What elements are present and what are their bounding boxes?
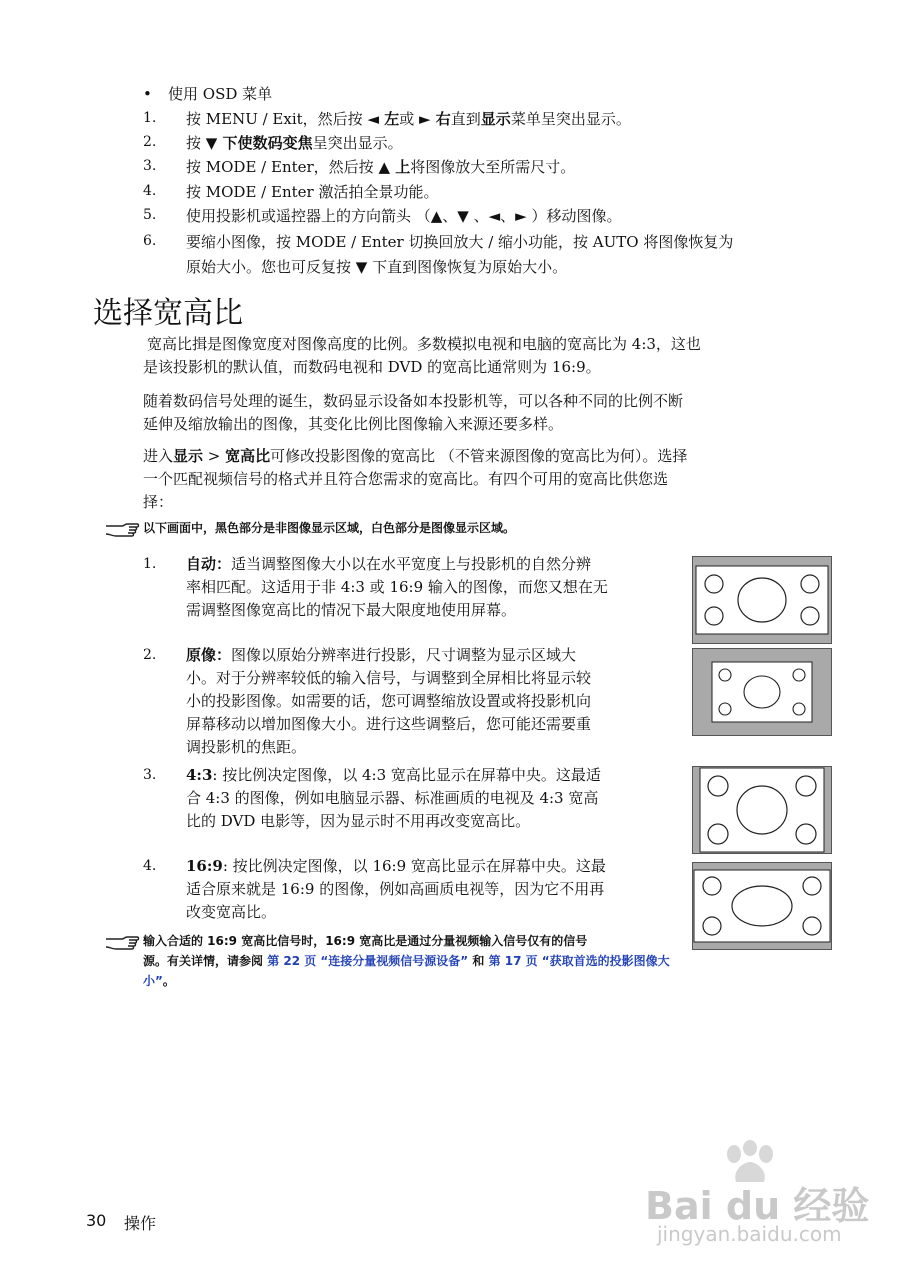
mode-number: 2. <box>143 647 157 663</box>
mode-number: 1. <box>143 556 157 572</box>
real-aspect-diagram <box>692 648 832 736</box>
link-page-17-cont[interactable]: 小” <box>143 974 163 988</box>
paragraph-3-line1: 进入显示 > 宽高比可修改投影图像的宽高比 （不管来源图像的宽高比为何）。选择 <box>143 447 688 465</box>
osd-title: 使用 OSD 菜单 <box>168 85 273 103</box>
watermark-brand: Bai du 经验 <box>645 1184 870 1228</box>
osd-step-3: 按 MODE / Enter，然后按 ▲ 上将图像放大至所需尺寸。 <box>186 158 576 176</box>
osd-step-6-line1: 要缩小图像，按 MODE / Enter 切换回放大 / 缩小功能，按 AUTO 将图像恢复为 <box>186 233 734 251</box>
step-number: 1. <box>143 110 157 126</box>
mode-real: 原像：图像以原始分辨率进行投影，尺寸调整为显示区域大 小。对于分辨率较低的输入信号，与调整到全屏相比将显示较 小的投影图像。如需要的话，您可调整缩放设置或将投影机向 屏幕移动以增加图像大小。进行这些调整后，您可能还需要重 调投影机的焦距。 <box>186 646 592 756</box>
paragraph-1-line1: 宽高比揖是图像宽度对图像高度的比例。多数模拟电视和电脑的宽高比为 4:3，这也 <box>147 335 701 353</box>
link-page-17[interactable]: 第 17 页 “获取首选的投影图像大 <box>488 954 670 968</box>
step-number: 4. <box>143 183 157 199</box>
pointing-hand-icon <box>104 520 140 540</box>
osd-step-4: 按 MODE / Enter 激活拍全景功能。 <box>186 183 439 201</box>
up-arrow-icon: ▲ <box>378 158 390 176</box>
step-number: 6. <box>143 233 157 249</box>
paragraph-2-line1: 随着数码信号处理的诞生，数码显示设备如本投影机等，可以各种不同的比例不断 <box>143 392 684 410</box>
watermark-url: jingyan.baidu.com <box>657 1222 842 1246</box>
mode-number: 4. <box>143 858 157 874</box>
osd-step-5: 使用投影机或遥控器上的方向箭头 （▲、▼ 、◄、► ）移动图像。 <box>186 207 622 225</box>
mode-auto: 自动：适当调整图像大小以在水平宽度上与投影机的自然分辨 率相匹配。这适用于非 4:3 或 16:9 输入的图像，而您又想在无 需调整图像宽高比的情况下最大限度地使用屏幕。 <box>186 555 608 619</box>
right-arrow-icon: ► <box>419 110 431 128</box>
page-number: 30 <box>86 1211 107 1230</box>
pointing-hand-icon <box>104 933 140 953</box>
paragraph-1-line2: 是该投影机的默认值，而数码电视和 DVD 的宽高比通常则为 16:9。 <box>143 358 601 376</box>
step-number: 3. <box>143 158 157 174</box>
auto-aspect-diagram <box>692 556 832 644</box>
note-screen-areas: 以下画面中，黑色部分是非图像显示区域，白色部分是图像显示区域。 <box>143 521 516 535</box>
mode-4-3: 4:3: 按比例决定图像，以 4:3 宽高比显示在屏幕中央。这最适 合 4:3 的图像，例如电脑显示器、标准画质的电视及 4:3 宽高 比的 DVD 电影等，因为显示时不用再改变宽高比。 <box>186 766 601 830</box>
16-9-aspect-diagram <box>692 862 832 950</box>
4-3-aspect-diagram <box>692 766 832 854</box>
osd-step-6-line2: 原始大小。您也可反复按 ▼ 下直到图像恢复为原始大小。 <box>186 258 568 276</box>
osd-bullet: • <box>143 85 152 103</box>
mode-number: 3. <box>143 767 157 783</box>
section-title: 选择宽高比 <box>93 296 243 331</box>
link-page-22[interactable]: 第 22 页 “连接分量视频信号源设备” <box>267 954 469 968</box>
note-16-9-line3: 小”。 <box>143 974 175 988</box>
note-16-9-line2: 源。有关详情，请参阅 第 22 页 “连接分量视频信号源设备” 和 第 17 页 “获取首选的投影图像大 <box>143 954 670 968</box>
down-arrow-icon: ▼ <box>205 134 218 152</box>
step-number: 2. <box>143 134 157 150</box>
osd-step-2: 按 ▼ 下使数码变焦呈突出显示。 <box>186 134 403 152</box>
left-arrow-icon: ◄ <box>367 110 379 128</box>
paragraph-2-line2: 延伸及缩放输出的图像，其变化比例比图像输入来源还要多样。 <box>143 415 564 433</box>
step-number: 5. <box>143 207 157 223</box>
note-16-9-line1: 输入合适的 16:9 宽高比信号时，16:9 宽高比是通过分量视频输入信号仅有的信号 <box>143 934 588 948</box>
osd-step-1: 按 MENU / Exit，然后按 ◄ 左或 ► 右直到显示菜单呈突出显示。 <box>186 110 631 128</box>
paragraph-3-line3: 择： <box>143 493 174 511</box>
footer-section: 操作 <box>124 1214 157 1233</box>
mode-16-9: 16:9: 按比例决定图像，以 16:9 宽高比显示在屏幕中央。这最 适合原来就是 16:9 的图像，例如高画质电视等，因为它不用再 改变宽高比。 <box>186 857 606 921</box>
paragraph-3-line2: 一个匹配视频信号的格式并且符合您需求的宽高比。有四个可用的宽高比供您选 <box>143 470 669 488</box>
